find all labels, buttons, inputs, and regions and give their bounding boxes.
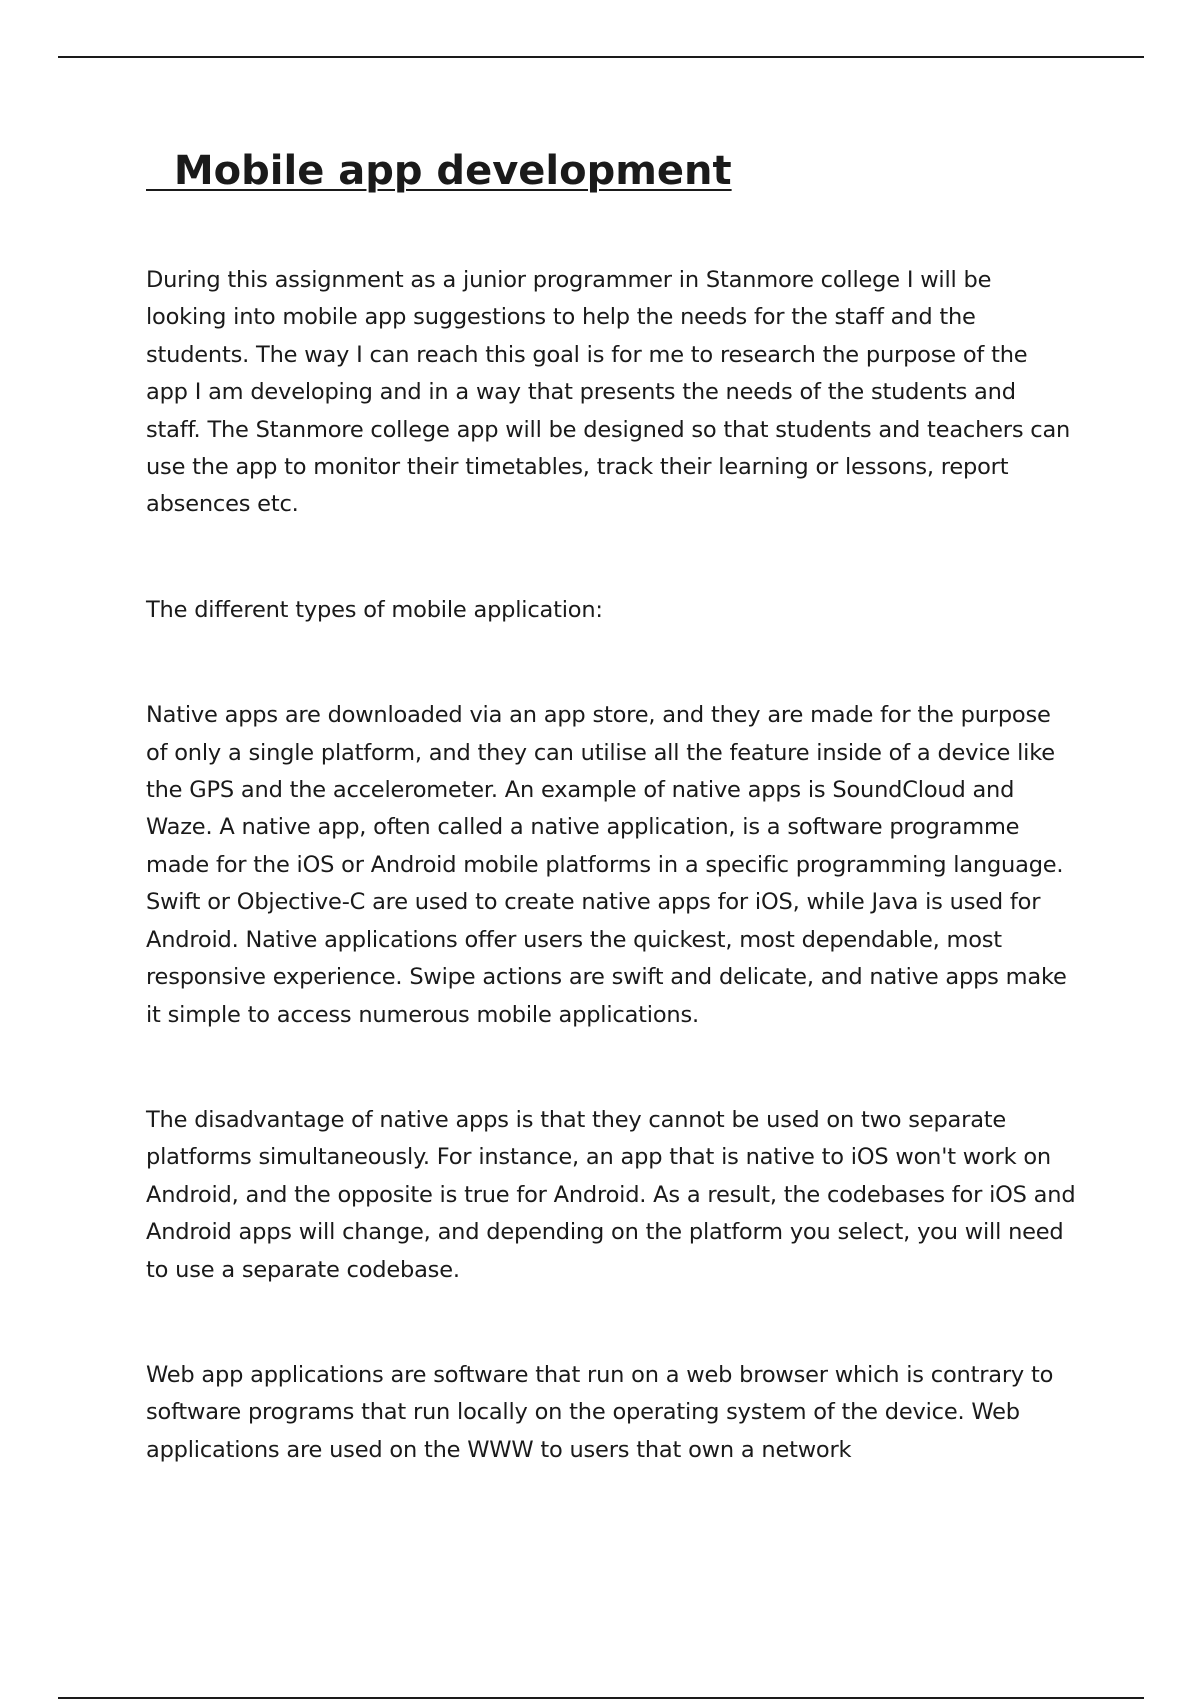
types-heading-paragraph: The different types of mobile application: [146, 596, 603, 623]
native-disadvantage-paragraph: The disadvantage of native apps is that they cannot be used on two separate platforms simultaneously. For instance, an app that is native to iOS won't work on Android, and the opposite is true for Android. As a result, the codebases for iOS and Android apps will change, and depending on the platform you select, you will need to use a separate codebase. [146, 1106, 1076, 1283]
document-title: Mobile app development [146, 148, 732, 194]
native-apps-paragraph: Native apps are downloaded via an app store, and they are made for the purpose of only a single platform, and they can utilise all the feature inside of a device like the GPS and the accelerometer. An example of native apps is SoundCloud and Waze. A native app, often called a native application, is a software programme made for the iOS or Android mobile platforms in a specific programming language. Swift or Objective-C are used to create native apps for iOS, while Java is used for Android. Native applications offer users the quickest, most dependable, most responsive experience. Swipe actions are swift and delicate, and native apps make it simple to access numerous mobile applications. [146, 702, 1067, 1028]
web-apps-paragraph: Web app applications are software that run on a web browser which is contrary to software programs that run locally on the operating system of the device. Web applications are used on the WWW to users that own a network [146, 1361, 1054, 1463]
intro-paragraph: During this assignment as a junior programmer in Stanmore college I will be looking into mobile app suggestions to help the needs for the staff and the students. The way I can reach this goal is for me to research the purpose of the app I am developing and in a way that presents the needs of the students and staff. The Stanmore college app will be designed so that students and teachers can use the app to monitor their timetables, track their learning or lessons, report absences etc. [146, 267, 1071, 518]
footer-rule [58, 1697, 1144, 1699]
page-content [146, 140, 1076, 1469]
header-rule [58, 56, 1144, 58]
